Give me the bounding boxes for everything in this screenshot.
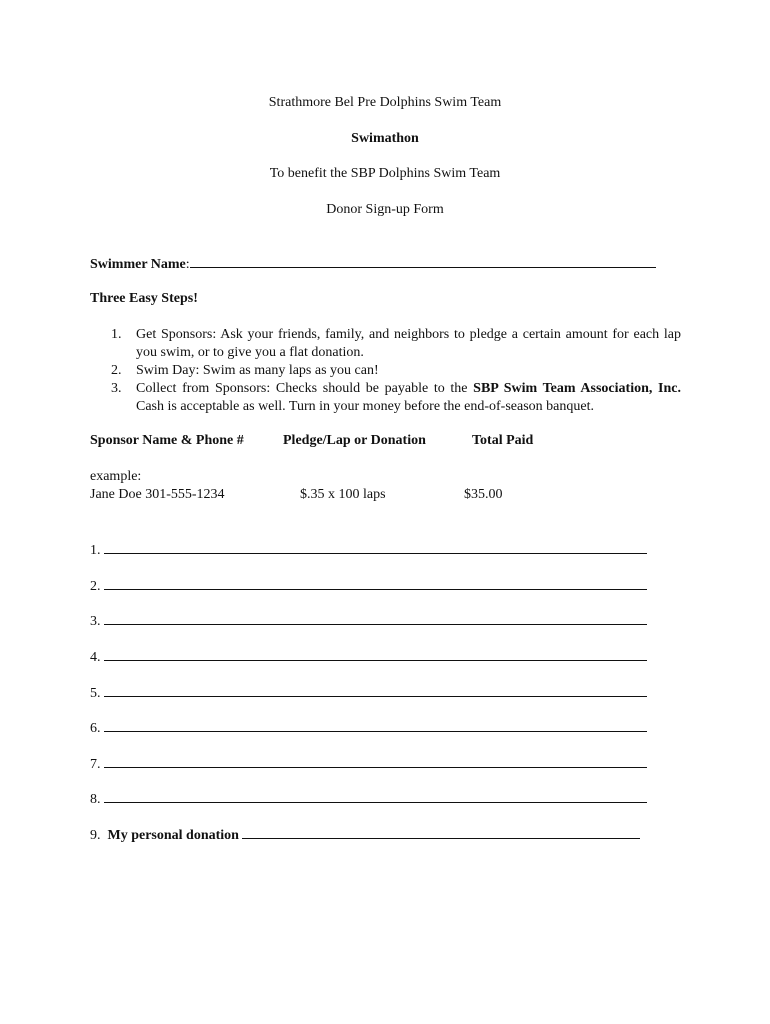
sponsor-line-field[interactable] [104, 719, 647, 732]
example-total: $35.00 [464, 487, 503, 502]
step-item [111, 362, 681, 380]
sponsor-line-field[interactable] [104, 577, 647, 590]
row-number: 2. [90, 579, 101, 594]
steps-list [111, 326, 681, 416]
swimmer-name-field[interactable] [190, 255, 656, 268]
col-header-sponsor: Sponsor Name & Phone # [90, 433, 244, 448]
sponsor-line-field[interactable] [104, 684, 647, 697]
swimmer-name-colon: : [185, 257, 190, 272]
step-number: 2. [111, 363, 122, 378]
steps-heading: Three Easy Steps! [90, 291, 198, 306]
sponsor-row [90, 755, 647, 773]
sponsor-line-field[interactable] [104, 541, 647, 554]
row-number: 4. [90, 650, 101, 665]
step-number: 3. [111, 381, 122, 396]
row-number: 7. [90, 757, 101, 772]
sponsor-row [90, 577, 647, 595]
swimmer-name-label: Swimmer Name [90, 257, 186, 272]
personal-donation-row [90, 826, 640, 844]
example-pledge: $.35 x 100 laps [300, 487, 386, 502]
personal-donation-field[interactable] [242, 826, 640, 839]
form-title: Donor Sign-up Form [326, 202, 444, 217]
sponsor-row [90, 719, 647, 737]
step-text-bold: SBP Swim Team Association, Inc. [473, 381, 681, 396]
row-number: 5. [90, 686, 101, 701]
step-text: Get Sponsors: Ask your friends, family, and neighbors to pledge a certain amount for each lap you swim, or to give you a flat donation. [136, 327, 681, 360]
col-header-pledge: Pledge/Lap or Donation [283, 433, 426, 448]
row-number: 6. [90, 721, 101, 736]
personal-donation-label: My personal donation [107, 828, 239, 843]
step-item [111, 326, 681, 362]
benefit-line: To benefit the SBP Dolphins Swim Team [269, 166, 501, 181]
step-item [111, 380, 681, 416]
row-number: 3. [90, 614, 101, 629]
sponsor-row [90, 648, 647, 666]
step-text-post: Cash is acceptable as well. Turn in your money before the end-of-season banquet. [136, 399, 594, 414]
sponsor-line-field[interactable] [104, 648, 647, 661]
sponsor-row [90, 684, 647, 702]
sponsor-row [90, 541, 647, 559]
event-title: Swimathon [351, 131, 419, 146]
step-number: 1. [111, 327, 122, 342]
sponsor-row [90, 612, 647, 630]
row-number: 1. [90, 543, 101, 558]
row-number: 8. [90, 792, 101, 807]
example-name-phone: Jane Doe 301-555-1234 [90, 487, 225, 502]
sponsor-line-field[interactable] [104, 790, 647, 803]
sponsor-line-field[interactable] [104, 612, 647, 625]
col-header-total: Total Paid [472, 433, 534, 448]
row-number: 9. [90, 828, 101, 843]
sponsor-row [90, 790, 647, 808]
org-name: Strathmore Bel Pre Dolphins Swim Team [268, 95, 502, 110]
step-text: Swim Day: Swim as many laps as you can! [136, 363, 379, 378]
step-text-pre: Collect from Sponsors: Checks should be payable to the [136, 381, 474, 396]
sponsor-line-field[interactable] [104, 755, 647, 768]
swimmer-name-row [90, 255, 656, 273]
example-label: example: [90, 469, 142, 484]
